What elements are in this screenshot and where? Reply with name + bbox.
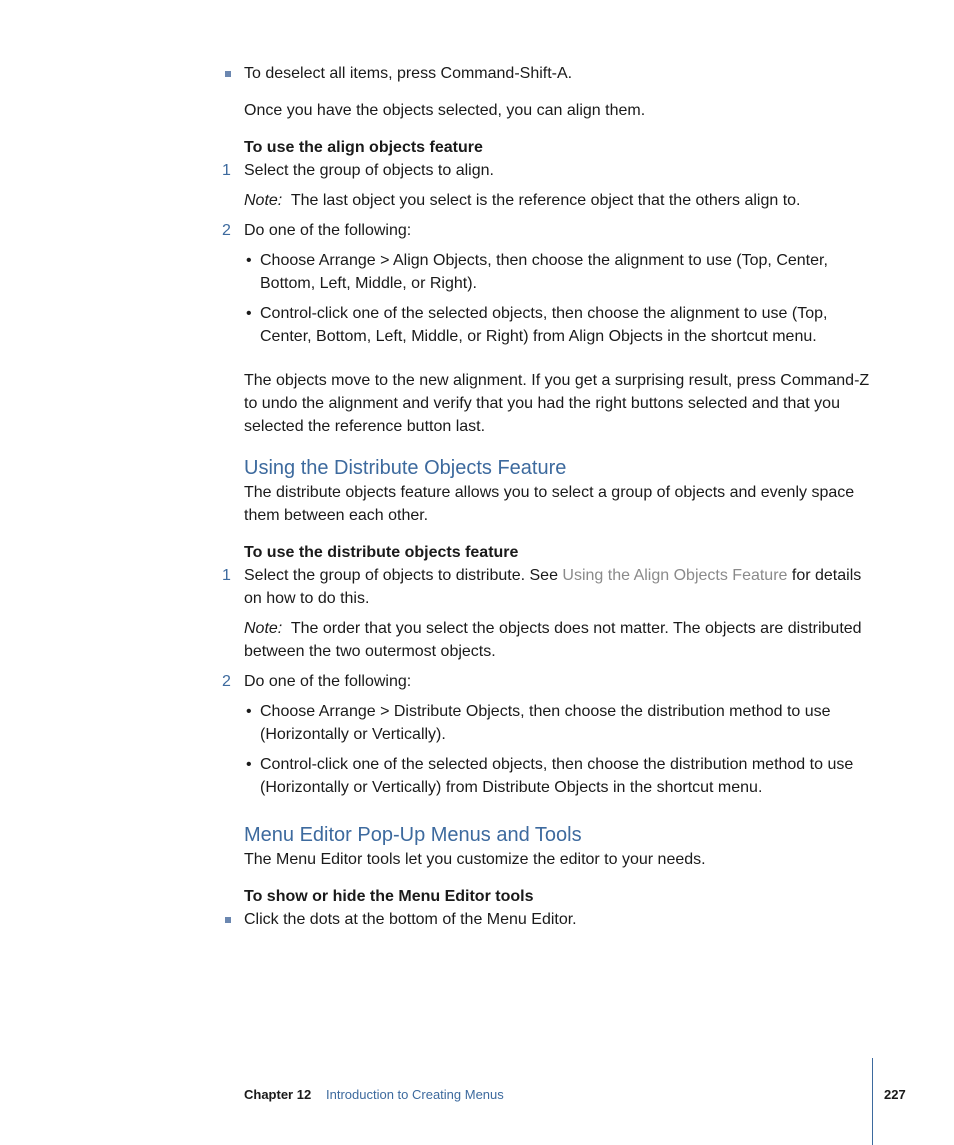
sub-bullet-text: Control-click one of the selected objects, then choose the alignment to use (Top, Center, Bottom, Left, Middle, or Right) from Align Objects in the shortcut menu. bbox=[260, 305, 828, 345]
note-label: Note: bbox=[244, 192, 283, 209]
paragraph: The Menu Editor tools let you customize the editor to your needs. bbox=[244, 851, 706, 868]
bullet-dot-icon: • bbox=[246, 252, 252, 269]
sub-bullet-text: Choose Arrange > Align Objects, then choose the alignment to use (Top, Center, Bottom, Left, Middle, or Right). bbox=[260, 252, 828, 292]
note-text: The order that you select the objects does not matter. The objects are distributed between the two outermost objects. bbox=[244, 620, 862, 660]
step-number: 1 bbox=[222, 567, 231, 584]
bullet-dot-icon: • bbox=[246, 305, 252, 322]
paragraph: Once you have the objects selected, you can align them. bbox=[244, 102, 646, 119]
step-text-pre: Select the group of objects to distribute. See bbox=[244, 567, 563, 584]
page-number: 227 bbox=[884, 1087, 906, 1102]
footer-chapter-title: Introduction to Creating Menus bbox=[326, 1087, 504, 1102]
paragraph: The objects move to the new alignment. If you get a surprising result, press Command-Z to undo the alignment and verify that you had the right buttons selected and that you selected the reference button last. bbox=[244, 372, 870, 435]
paragraph: The distribute objects feature allows you to select a group of objects and evenly space them between each other. bbox=[244, 484, 855, 524]
task-title: To use the distribute objects feature bbox=[244, 544, 519, 561]
sub-bullet-text: Choose Arrange > Distribute Objects, then choose the distribution method to use (Horizontally or Vertically). bbox=[260, 703, 831, 743]
step-text bbox=[244, 564, 876, 610]
bullet-text: Click the dots at the bottom of the Menu Editor. bbox=[244, 911, 577, 928]
footer-chapter-label: Chapter 12 bbox=[244, 1087, 312, 1102]
step-text-post: for details on how to do this. bbox=[244, 567, 862, 607]
note-label: Note: bbox=[244, 620, 283, 637]
sub-bullet-text: Control-click one of the selected objects, then choose the distribution method to use (Horizontally or Vertically) from Distribute Objects in the shortcut menu. bbox=[260, 756, 854, 796]
bullet-text: To deselect all items, press Command-Shift-A. bbox=[244, 65, 573, 82]
note-text: The last object you select is the reference object that the others align to. bbox=[290, 192, 801, 209]
step-number: 2 bbox=[222, 222, 231, 239]
note bbox=[244, 617, 876, 663]
bullet-square-icon bbox=[225, 917, 231, 923]
section-heading: Menu Editor Pop-Up Menus and Tools bbox=[244, 824, 582, 846]
task-title: To show or hide the Menu Editor tools bbox=[244, 888, 534, 905]
step-number: 2 bbox=[222, 673, 231, 690]
step-text: Do one of the following: bbox=[244, 673, 412, 690]
task-title: To use the align objects feature bbox=[244, 139, 483, 156]
footer-divider bbox=[872, 1058, 873, 1145]
step-text: Do one of the following: bbox=[244, 222, 412, 239]
step-number: 1 bbox=[222, 162, 231, 179]
note bbox=[244, 189, 876, 212]
cross-reference-link[interactable]: Using the Align Objects Feature bbox=[562, 567, 788, 584]
bullet-dot-icon: • bbox=[246, 756, 252, 773]
section-heading: Using the Distribute Objects Feature bbox=[244, 457, 567, 479]
bullet-square-icon bbox=[225, 71, 231, 77]
step-text: Select the group of objects to align. bbox=[244, 162, 494, 179]
bullet-dot-icon: • bbox=[246, 703, 252, 720]
